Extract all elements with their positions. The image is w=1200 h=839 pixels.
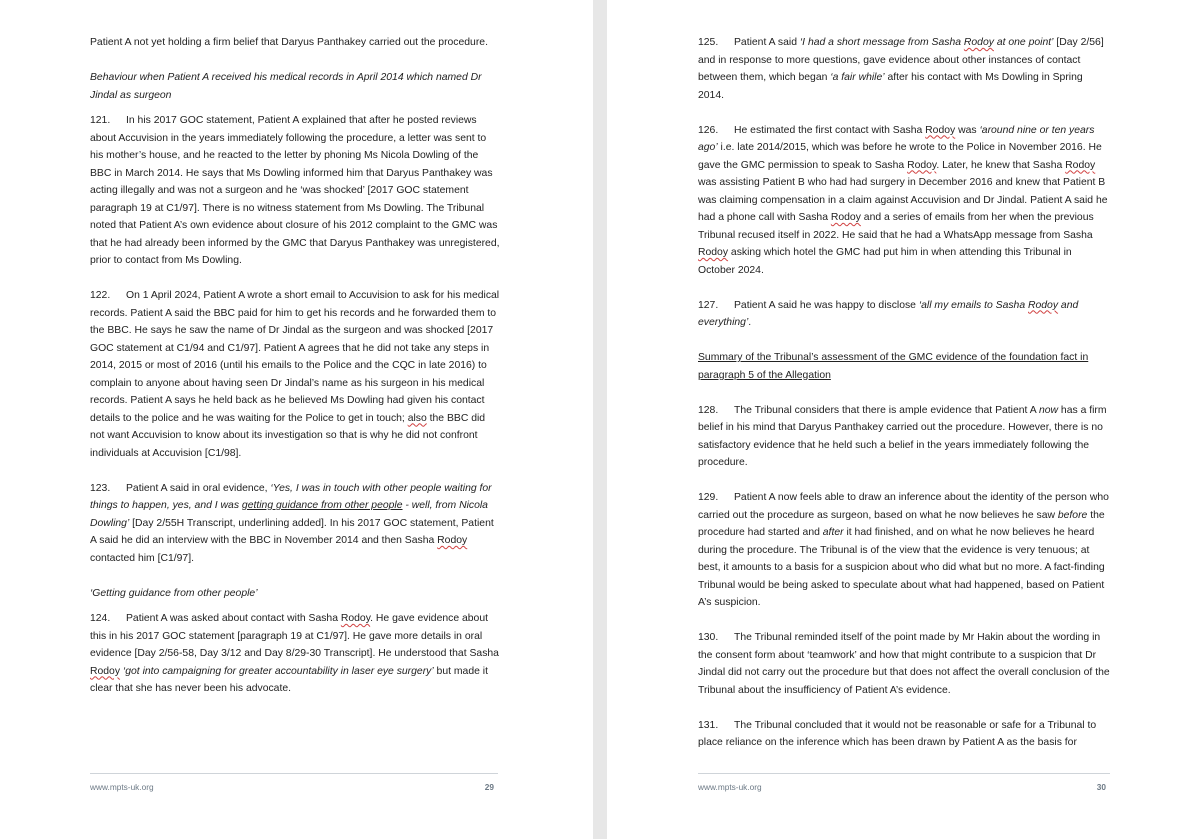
- paragraph-120-continuation: Patient A not yet holding a firm belief that Daryus Panthakey carried out the procedure.: [90, 37, 488, 48]
- page-footer: [90, 773, 498, 800]
- spellcheck-word: Rodoy: [90, 665, 121, 677]
- paragraph-number: 129.: [698, 492, 719, 503]
- footer-website: www.mpts-uk.org: [698, 782, 762, 792]
- document-page-29: [0, 0, 593, 839]
- paragraph-131: 131. The Tribunal concluded that it would not be reasonable or safe for a Tribunal to place reliance on the inference which has been drawn by Patient A as the basis for: [698, 717, 1110, 752]
- paragraph-number: 126.: [698, 124, 719, 136]
- section-heading-summary: Summary of the Tribunal’s assessment of the GMC evidence of the foundation fact in paragraph 5 of the Allegation: [698, 352, 1089, 381]
- paragraph-number: 128.: [698, 404, 719, 416]
- spellcheck-word: Rodoy: [340, 613, 371, 624]
- paragraph-number: 127.: [698, 299, 719, 311]
- paragraph-128: 128. The Tribunal considers that there is ample evidence that Patient A now has a firm belief in his mind that Daryus Panthakey carried out the procedure. However, there is no satisfactory evidence that he held such a belief in the years immediately following the procedure.: [698, 402, 1110, 472]
- paragraph-123: 123. Patient A said in oral evidence, ‘Yes, I was in touch with other people waiting for things to happen, yes, and I was getting guidance from other people - well, from Nicola Dowling’ [Day 2/55H Transcript, underlining added]. In his 2017 GOC statement, Patient A said he did an interview with the BBC in November 2014 and then Sasha Rodoy contacted him [C1/97].: [90, 480, 502, 568]
- spellcheck-word: Rodoy: [1028, 299, 1059, 311]
- paragraph-number: 125.: [698, 37, 719, 48]
- paragraph-127: 127. Patient A said he was happy to disclose ‘all my emails to Sasha Rodoy and everything’.: [698, 297, 1110, 332]
- spellcheck-word: Rodoy: [1065, 159, 1096, 171]
- paragraph-number: 131.: [698, 719, 719, 731]
- paragraph-121: 121. In his 2017 GOC statement, Patient A explained that after he posted reviews about Accuvision in the years immediately following the procedure, a letter was sent to his mother’s house, and he reacted to the letter by phoning Ms Nicola Dowling of the BBC in March 2014. He says that Ms Dowling informed him that Daryus Panthakey was acting illegally and was not a surgeon and he ‘was shocked’ [2017 GOC statement paragraph 19 at C1/97]. There is no witness statement from Ms Dowling. The Tribunal noted that Patient A’s own evidence about closure of his 2012 complaint to the GMC was that he had already been informed by the GMC that Daryus Panthakey was unregistered, prior to contact from Ms Dowling.: [90, 112, 502, 270]
- page-number: 29: [484, 782, 494, 792]
- paragraph-124: 124. Patient A was asked about contact with Sasha Rodoy. He gave evidence about this in his 2017 GOC statement [paragraph 19 at C1/97]. He gave more details in oral evidence [Day 2/56-58, Day 3/12 and Day 8/29-30 Transcript]. He understood that Sasha Rodoy ‘got into campaigning for greater accountability in laser eye surgery’ but made it clear that she has never been his advocate.: [90, 610, 502, 698]
- paragraph-130: 130. The Tribunal reminded itself of the point made by Mr Hakin about the wording in the consent form about ‘teamwork’ and how that might contribute to a suspicion that Dr Jindal did not carry out the procedure but that does not affect the overall conclusion of the Tribunal about the insufficiency of Patient A’s evidence.: [698, 629, 1110, 699]
- paragraph-number: 130.: [698, 632, 719, 643]
- page-footer: [698, 773, 1110, 800]
- spellcheck-word: Rodoy: [963, 37, 994, 48]
- paragraph-125: 125. Patient A said ‘I had a short message from Sasha Rodoy at one point’ [Day 2/56] and in response to more questions, gave evidence about other instances of contact between them, which began ‘a fair while’ after his contact with Ms Dowling in Spring 2014.: [698, 34, 1110, 104]
- spellcheck-word: Rodoy: [830, 212, 861, 223]
- paragraph-129: 129. Patient A now feels able to draw an inference about the identity of the person who carried out the procedure as surgeon, based on what he now believes he saw before the procedure had started and after it had finished, and on what he now believes he heard during the procedure. The Tribunal is of the view that the evidence is very tenuous; at best, it amounts to a basis for a suspicion about who did what but no more. A fact-finding Tribunal would be being asked to speculate about what had happened, based on Patient A’s suspicion.: [698, 489, 1110, 612]
- paragraph-number: 121.: [90, 115, 111, 126]
- spellcheck-word: Rodoy: [698, 247, 729, 258]
- page-body: [90, 34, 502, 715]
- page-number: 30: [1096, 782, 1106, 792]
- footer-website: www.mpts-uk.org: [90, 782, 154, 792]
- section-heading-medical-records: Behaviour when Patient A received his medical records in April 2014 which named Dr Jindal as surgeon: [90, 72, 482, 101]
- paragraph-126: 126. He estimated the first contact with Sasha Rodoy was ‘around nine or ten years ago’ i.e. late 2014/2015, which was before he wrote to the Police in November 2016. He gave the GMC permission to speak to Sasha Rodoy. Later, he knew that Sasha Rodoy was assisting Patient B who had had surgery in December 2016 and knew that Patient B was claiming compensation in a claim against Accuvision and Dr Jindal. Patient A said he had a phone call with Sasha Rodoy and a series of emails from her when the previous Tribunal recused itself in 2022. He said that he had a WhatsApp message from Sasha Rodoy asking which hotel the GMC had put him in when attending this Tribunal in October 2024.: [698, 122, 1110, 280]
- paragraph-122: 122. On 1 April 2024, Patient A wrote a short email to Accuvision to ask for his medical records. Patient A said the BBC paid for him to get his records and he forwarded them to the BBC. He says he saw the name of Dr Jindal as the surgeon and was shocked [2017 GOC statement at C1/94 and C1/97]. Patient A agrees that he did not take any steps in 2014, 2015 or most of 2016 (until his emails to the Police and the CQC in late 2016) to complain to anyone about having seen Dr Jindal’s name as his surgeon in his medical records. Patient A says he held back as he believed Ms Dowling had given his contact details to the police and he was waiting for the Police to get in touch; also the BBC did not want Accuvision to know about its investigation so that is why he did not confront individuals at Accuvision [C1/98].: [90, 287, 502, 462]
- section-heading-guidance: ‘Getting guidance from other people’: [90, 587, 258, 599]
- paragraph-number: 122.: [90, 290, 111, 301]
- document-page-30: [607, 0, 1200, 839]
- spellcheck-word: Rodoy: [437, 535, 468, 546]
- page-body: [698, 34, 1110, 769]
- spellcheck-word: Rodoy: [925, 124, 956, 136]
- spellcheck-word: Rodoy: [907, 159, 937, 171]
- spellcheck-word: also: [407, 412, 427, 424]
- paragraph-number: 123.: [90, 482, 111, 494]
- paragraph-number: 124.: [90, 613, 111, 624]
